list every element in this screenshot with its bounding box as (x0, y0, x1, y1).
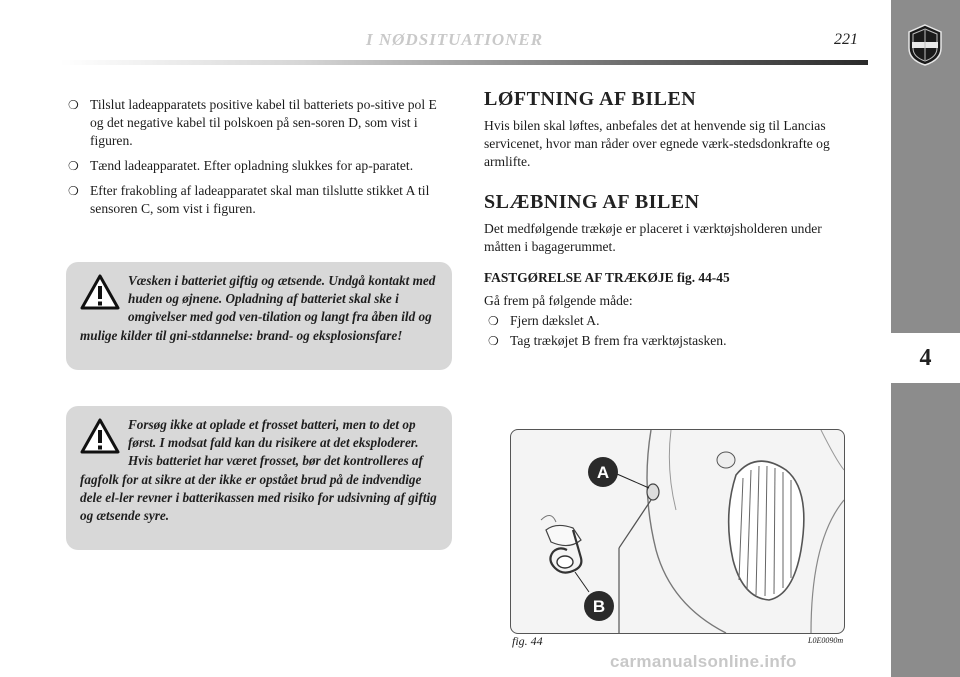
bullet-marker: ❍ (488, 314, 499, 328)
bullet-marker: ❍ (68, 184, 79, 198)
chapter-number: 4 (919, 344, 932, 371)
step-text: Tag trækøjet B frem fra værktøjstasken. (510, 333, 727, 348)
figure-caption: fig. 44 (512, 634, 543, 648)
procedure-intro: Gå frem på følgende måde: (484, 293, 633, 308)
list-item (64, 96, 452, 150)
bullet-text: Tilslut ladeapparatets positive kabel til batteriets po-sitive pol E og det negative kabel til polskoen på sen-soren D, som vist i figuren. (90, 97, 437, 148)
step-text: Fjern dækslet A. (510, 313, 600, 328)
tow-eye-illustration (511, 430, 844, 633)
warning-box-frozen-battery (66, 406, 452, 550)
right-column (484, 88, 856, 350)
chapter-tab[interactable] (891, 333, 960, 383)
subheading-tow-eye: FASTGØRELSE AF TRÆKØJE fig. 44-45 (484, 270, 730, 285)
bullet-marker: ❍ (68, 98, 79, 112)
warning-box-battery-acid (66, 262, 452, 370)
figure-label-a: A (596, 463, 610, 482)
header-rule (60, 60, 868, 65)
figure-label-b: B (592, 597, 606, 616)
heading-towing: SLÆBNING AF BILEN (484, 191, 700, 213)
list-item (484, 332, 856, 350)
left-column (64, 96, 452, 225)
bullet-text: Tænd ladeapparatet. Efter opladning slukkes for ap-paratet. (90, 158, 414, 173)
bullet-text: Efter frakobling af ladeapparatet skal man tilslutte stikket A til sensoren C, som vist i figuren. (90, 183, 430, 216)
paragraph-lifting: Hvis bilen skal løftes, anbefales det at henvende sig til Lancias servicenet, hvor man råder over egnede værk-stedsdonkrafte og armlifte. (484, 118, 830, 169)
list-item (64, 157, 452, 175)
heading-lifting: LØFTNING AF BILEN (484, 88, 697, 110)
warning-text: Forsøg ikke at oplade et frosset batteri, men to det op først. I modsat fald kan du risikere at det eksploderer. Hvis batteriet har været frosset, bør det kontrolleres af fagfolk for at sikre at der ikke er opstået brud på de indvendige dele el-ler revner i batterikassen med risiko for udsivning af giftig og ætsende syre. (80, 417, 437, 524)
page-number: 221 (834, 31, 858, 48)
list-item (64, 182, 452, 218)
lancia-logo-icon (907, 24, 943, 66)
paragraph-towing: Det medfølgende trækøje er placeret i værktøjsholderen under måtten i bagagerummet. (484, 221, 822, 254)
figure-code: L0E0090m (808, 636, 844, 645)
watermark: carmanualsonline.info (610, 652, 797, 671)
bullet-marker: ❍ (68, 159, 79, 173)
bullet-marker: ❍ (488, 334, 499, 348)
figure-tow-eye (510, 429, 845, 634)
warning-text: Væsken i batteriet giftig og ætsende. Undgå kontakt med huden og øjnene. Opladning af batteriet skal ske i omgivelser med god ven-tilation og langt fra åben ild og mulige kilder til gni-stdannelse: brand- og eksplosionsfare! (80, 273, 436, 343)
section-title: I NØDSITUATIONER (366, 30, 544, 49)
list-item (484, 312, 856, 330)
